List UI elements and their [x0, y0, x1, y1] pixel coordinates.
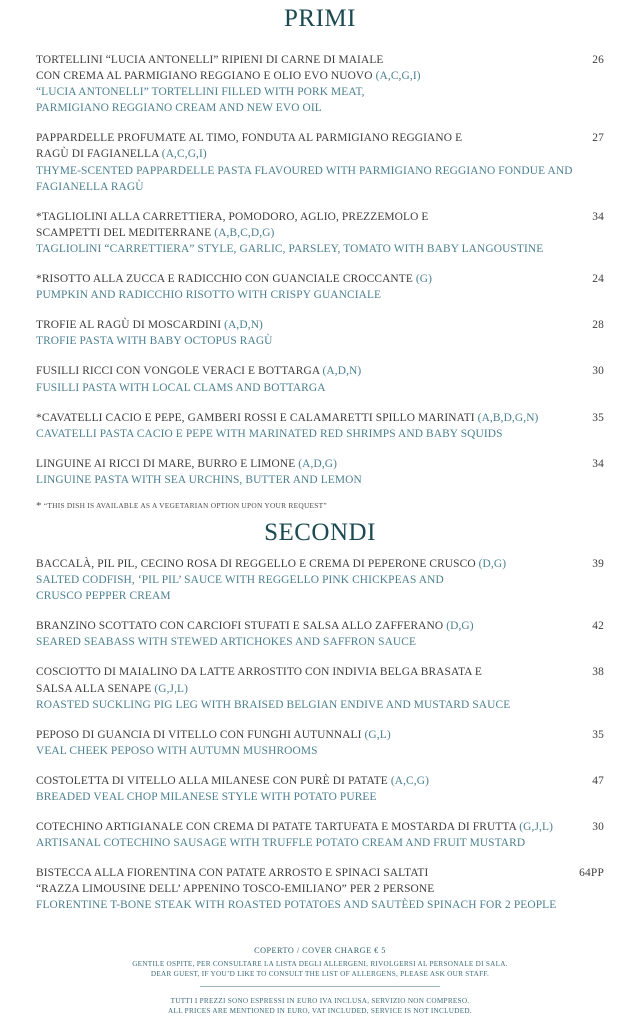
allergen-codes: (A,C,G,I): [161, 148, 207, 161]
dish-line-italian: [36, 317, 542, 333]
dish-item: [36, 410, 604, 442]
dish-line-text: CAVATELLI PASTA CACIO E PEPE WITH MARINATED RED SHRIMPS AND BABY SQUIDS: [36, 427, 503, 440]
dish-line-english: [36, 789, 542, 805]
allergen-note-english: DEAR GUEST, IF YOU’D LIKE TO CONSULT THE LIST OF ALLERGENS, PLEASE ASK OUR STAFF.: [150, 970, 490, 979]
dish-line-italian: [36, 618, 542, 634]
dish-line-english: [36, 697, 542, 713]
dish-line-english: [36, 179, 542, 195]
dish-price: 64PP: [579, 867, 604, 880]
dish-line-italian: [36, 456, 542, 472]
dish-line-text: TROFIE PASTA WITH BABY OCTOPUS RAGÙ: [36, 335, 273, 348]
dish-line-english: [36, 634, 542, 650]
dish-line-english: [36, 380, 542, 396]
menu-footer: [0, 945, 640, 1016]
dish-line-english: [36, 588, 542, 604]
footer-divider: [200, 986, 440, 987]
dish-line-text: COSTOLETTA DI VITELLO ALLA MILANESE CON PURÈ DI PATATE: [36, 774, 391, 787]
dish-price: 47: [592, 774, 604, 787]
dish-line-text: TAGLIOLINI “CARRETTIERA” STYLE, GARLIC, PARSLEY, TOMATO WITH BABY LANGOUSTINE: [36, 242, 544, 255]
dish-description: [36, 773, 604, 805]
dish-line-text: *TAGLIOLINI ALLA CARRETTIERA, POMODORO, AGLIO, PREZZEMOLO E: [36, 210, 429, 223]
dish-line-text: BRANZINO SCOTTATO CON CARCIOFI STUFATI E SALSA ALLO ZAFFERANO: [36, 620, 447, 633]
dish-price: 30: [592, 821, 604, 834]
dish-item: [36, 209, 604, 257]
dish-line-english: [36, 333, 542, 349]
dish-line-italian: [36, 271, 542, 287]
allergen-note-italian: GENTILE OSPITE, PER CONSULTARE LA LISTA DEGLI ALLERGENI, RIVOLGERSI AL PERSONALE DI SALA.: [132, 960, 508, 969]
dish-line-italian: [36, 68, 542, 84]
section-heading-primi: PRIMI: [284, 5, 356, 32]
vegetarian-footnote: [36, 500, 604, 512]
dish-line-text: ARTISANAL COTECHINO SAUSAGE WITH TRUFFLE POTATO CREAM AND FRUIT MUSTARD: [36, 837, 526, 850]
dish-line-text: VEAL CHEEK PEPOSO WITH AUTUMN MUSHROOMS: [36, 744, 318, 757]
dish-line-text: RAGÙ DI FAGIANELLA: [36, 148, 162, 161]
dish-line-english: [36, 572, 542, 588]
cover-charge-text: COPERTO / COVER CHARGE € 5: [254, 946, 386, 956]
dish-line-italian: [36, 819, 554, 835]
dish-description: [36, 819, 604, 851]
dish-line-text: CON CREMA AL PARMIGIANO REGGIANO E OLIO EVO NUOVO: [36, 70, 376, 83]
dish-line-italian: [36, 727, 542, 743]
dish-line-italian: [36, 130, 542, 146]
dish-line-italian: [36, 865, 542, 881]
allergen-codes: (D,G): [446, 620, 474, 633]
dish-description: [36, 410, 604, 442]
dish-line-text: LINGUINE AI RICCI DI MARE, BURRO E LIMONE: [36, 457, 299, 470]
dish-line-italian: [36, 225, 542, 241]
dish-line-italian: [36, 363, 542, 379]
dish-line-text: FUSILLI PASTA WITH LOCAL CLAMS AND BOTTARGA: [36, 381, 326, 394]
dish-list-secondi: [36, 556, 604, 914]
dish-item: [36, 130, 604, 194]
dish-line-text: PEPOSO DI GUANCIA DI VITELLO CON FUNGHI AUTUNNALI: [36, 728, 365, 741]
dish-price: 28: [592, 319, 604, 332]
dish-item: [36, 52, 604, 116]
dish-item: [36, 727, 604, 759]
allergen-codes: (G,L): [364, 728, 391, 741]
allergen-codes: (D,G): [478, 557, 507, 570]
dish-line-italian: [36, 410, 542, 426]
dish-price: 35: [592, 411, 604, 424]
dish-line-text: FAGIANELLA RAGÙ: [36, 180, 144, 193]
allergen-codes: (A,D,N): [224, 319, 263, 332]
dish-line-text: TORTELLINI “LUCIA ANTONELLI” RIPIENI DI CARNE DI MAIALE: [36, 54, 384, 66]
dish-price: 38: [592, 666, 604, 679]
dish-description: [36, 363, 604, 395]
dish-item: [36, 819, 604, 851]
dish-description: [36, 52, 604, 116]
dish-line-text: ROASTED SUCKLING PIG LEG WITH BRAISED BELGIAN ENDIVE AND MUSTARD SAUCE: [36, 698, 511, 711]
dish-item: [36, 456, 604, 488]
dish-line-text: CRUSCO PEPPER CREAM: [36, 590, 171, 603]
dish-item: [36, 271, 604, 303]
dish-description: [36, 209, 604, 257]
allergen-codes: (A,B,C,D,G): [214, 226, 275, 239]
dish-price: 39: [592, 557, 604, 570]
dish-price: 27: [592, 132, 604, 145]
allergen-codes: (A,B,D,G,N): [477, 411, 539, 424]
dish-price: 30: [592, 365, 604, 378]
dish-line-english: [36, 163, 573, 179]
dish-item: [36, 773, 604, 805]
dish-line-text: SALSA ALLA SENAPE: [36, 682, 155, 695]
dish-line-text: *CAVATELLI CACIO E PEPE, GAMBERI ROSSI E CALAMARETTI SPILLO MARINATI: [36, 411, 478, 424]
dish-line-text: “LUCIA ANTONELLI” TORTELLINI FILLED WITH PORK MEAT,: [36, 86, 365, 99]
dish-description: [36, 456, 604, 488]
dish-line-text: PUMPKIN AND RADICCHIO RISOTTO WITH CRISPY GUANCIALE: [36, 289, 382, 302]
dish-line-text: FLORENTINE T-BONE STEAK WITH ROASTED POTATOES AND SAUTÈED SPINACH FOR 2 PEOPLE: [36, 899, 557, 912]
dish-line-text: TROFIE AL RAGÙ DI MOSCARDINI: [36, 319, 225, 332]
dish-line-italian: [36, 209, 542, 225]
dish-line-text: LINGUINE PASTA WITH SEA URCHINS, BUTTER AND LEMON: [36, 473, 362, 486]
dish-line-text: FUSILLI RICCI CON VONGOLE VERACI E BOTTARGA: [36, 365, 323, 378]
dish-description: [36, 556, 604, 604]
allergen-codes: (A,D,G): [298, 457, 338, 470]
dish-line-english: [36, 743, 542, 759]
dish-line-text: COSCIOTTO DI MAIALINO DA LATTE ARROSTITO CON INDIVIA BELGA BRASATA E: [36, 666, 482, 679]
dish-line-text: *RISOTTO ALLA ZUCCA E RADICCHIO CON GUANCIALE CROCCANTE: [36, 273, 416, 286]
dish-line-english: [36, 241, 542, 257]
dish-price: 26: [592, 54, 604, 66]
dish-line-text: SCAMPETTI DEL MEDITERRANE: [36, 226, 215, 239]
footnote-text: “THIS DISH IS AVAILABLE AS A VEGETARIAN OPTION UPON YOUR REQUEST”: [43, 500, 327, 510]
dish-line-italian: [36, 664, 542, 680]
dish-item: [36, 363, 604, 395]
dish-item: [36, 664, 604, 712]
dish-line-english: [36, 835, 542, 851]
dish-price: 34: [592, 210, 604, 223]
allergen-codes: (A,C,G): [390, 774, 429, 787]
allergen-codes: (G): [415, 273, 433, 286]
dish-line-text: “RAZZA LIMOUSINE DELL’ APPENINO TOSCO-EMILIANO” PER 2 PERSONE: [36, 883, 435, 896]
dish-description: [36, 727, 604, 759]
dish-line-english: [36, 100, 542, 116]
dish-description: [36, 664, 604, 712]
dish-line-italian: [36, 881, 542, 897]
dish-line-text: BREADED VEAL CHOP MILANESE STYLE WITH POTATO PUREE: [36, 791, 377, 803]
dish-line-italian: [36, 773, 542, 789]
dish-price: 35: [592, 728, 604, 741]
section-heading-secondi: SECONDI: [264, 518, 376, 546]
dish-line-text: BACCALÀ, PIL PIL, CECINO ROSA DI REGGELLO E CREMA DI PEPERONE CRUSCO: [36, 557, 479, 570]
allergen-codes: (G,J,L): [154, 682, 189, 695]
dish-line-text: THYME-SCENTED PAPPARDELLE PASTA FLAVOURED WITH PARMIGIANO REGGIANO FONDUE AND: [36, 164, 573, 177]
dish-description: [36, 865, 604, 913]
dish-description: [36, 130, 604, 194]
dish-line-text: SEARED SEABASS WITH STEWED ARTICHOKES AND SAFFRON SAUCE: [36, 636, 417, 649]
dish-list-primi: [36, 52, 604, 488]
dish-line-italian: [36, 146, 542, 162]
dish-description: [36, 271, 604, 303]
dish-line-italian: [36, 556, 542, 572]
dish-price: 42: [592, 620, 604, 633]
dish-line-italian: [36, 681, 542, 697]
dish-line-english: [36, 426, 542, 442]
allergen-codes: (G,J,L): [519, 821, 554, 834]
dish-line-text: PARMIGIANO REGGIANO CREAM AND NEW EVO OIL: [36, 102, 322, 115]
dish-line-english: [36, 287, 542, 303]
dish-price: 34: [592, 457, 604, 470]
dish-line-text: SALTED CODFISH, ‘PIL PIL’ SAUCE WITH REGGELLO PINK CHICKPEAS AND: [36, 574, 444, 587]
footnote-star: *: [36, 499, 42, 512]
dish-line-english: [36, 84, 542, 100]
allergen-codes: (A,C,G,I): [375, 70, 421, 83]
dish-price: 24: [592, 273, 604, 286]
price-note-italian: TUTTI I PREZZI SONO ESPRESSI IN EURO IVA INCLUSA, SERVIZIO NON COMPRESO.: [170, 996, 470, 1005]
dish-item: [36, 865, 604, 913]
dish-line-text: COTECHINO ARTIGIANALE CON CREMA DI PATATE TARTUFATA E MOSTARDA DI FRUTTA: [36, 821, 520, 834]
allergen-codes: (A,D,N): [322, 365, 362, 378]
dish-line-text: PAPPARDELLE PROFUMATE AL TIMO, FONDUTA AL PARMIGIANO REGGIANO E: [36, 132, 463, 145]
dish-line-text: BISTECCA ALLA FIORENTINA CON PATATE ARROSTO E SPINACI SALTATI: [36, 867, 429, 880]
dish-line-english: [36, 472, 542, 488]
dish-description: [36, 618, 604, 650]
dish-description: [36, 317, 604, 349]
dish-line-english: [36, 897, 557, 913]
dish-item: [36, 618, 604, 650]
dish-line-italian: [36, 52, 542, 68]
dish-item: [36, 556, 604, 604]
price-note-english: ALL PRICES ARE MENTIONED IN EURO, VAT INCLUDED, SERVICE IS NOT INCLUDED.: [168, 1006, 472, 1015]
dish-item: [36, 317, 604, 349]
